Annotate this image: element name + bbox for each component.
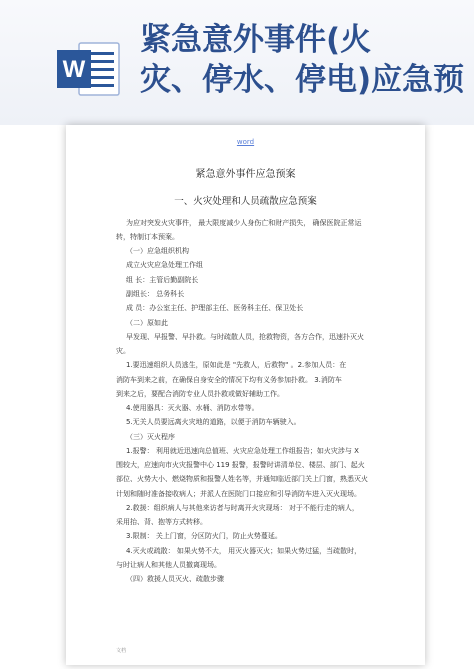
body-line: 组 长：主管后勤副院长 (126, 276, 199, 284)
body-line: （四）救援人员灭火、疏散步骤 (126, 575, 224, 583)
banner-title-line-2: 灾、停水、停电)应急预 (140, 62, 465, 98)
body-line: 4.使用器具：灭火器、水桶、消防水带等。 (126, 404, 259, 412)
body-line: 围较大，应速向市火灾报警中心 119 报警，报警时讲清单位、楼层、部门、起火 (116, 461, 365, 469)
body-line: 转，特制订本预案。 (116, 233, 179, 241)
word-icon (57, 40, 121, 98)
body-line: 成立火灾应急处理工作组 (126, 261, 203, 269)
body-line: 消防车到来之前，在确保自身安全的情况下均有义务参加扑救。 3.消防车 (116, 376, 342, 384)
body-line: 为应对突发火灾事件， 最大限度减少人身伤亡和财产损失， 确保医院正常运 (126, 219, 362, 227)
header-tag[interactable]: word (236, 138, 255, 146)
body-line: 2.救援：组织病人与其他来访者与时离开火灾现场： 对于不能行走的病人， (126, 504, 359, 512)
banner-title-line-1: 紧急意外事件(火 (140, 22, 372, 58)
body-line: （一）应急组织机构 (126, 247, 189, 255)
section-title: 一、火灾处理和人员疏散应急预案 (174, 196, 317, 207)
body-line: （三）灭火程序 (126, 433, 175, 441)
body-line: 早发现、早报警、早扑救。与时疏散人员，抢救物资，各方合作，迅速扑灭火 (126, 333, 364, 341)
page-footer: 文档 (116, 648, 127, 654)
body-line: 1.要迅速组织人员逃生，原如此是 "先救人，后救物" 。2.参加人员：在 (126, 361, 347, 369)
svg-text:W: W (62, 56, 86, 83)
document-title: 紧急意外事件应急预案 (195, 169, 296, 180)
body-line: 5.无关人员要远离火灾地的道路，以便于消防车辆驶入。 (126, 418, 301, 426)
banner (0, 0, 474, 125)
body-line: 计划和随时准备接收病人；并派人在医院门口接应和引导消防车进入灭火现场。 (116, 490, 361, 498)
body-line: 部位、火势大小、燃烧物质和报警人姓名等，并通知临近部门关上门窗，熟悉灭火 (116, 475, 368, 483)
body-line: 4.灭火或疏散： 如果火势不大， 用灭火器灭火；如果火势过猛，当疏散时， (126, 547, 362, 555)
body-line: 副组长： 总务科长 (126, 290, 185, 298)
body-line: 到来之后，要配合消防专业人员扑救或做好辅助工作。 (116, 390, 284, 398)
body-line: 灾。 (116, 347, 130, 355)
body-line: 3.限制： 关上门窗，分区防火门，防止火势蔓延。 (126, 532, 282, 540)
body-line: 成 员：办公室主任、护理部主任、医务科主任、保卫处长 (126, 304, 304, 312)
document-page (66, 125, 425, 665)
body-line: 采用抬、背、抱等方式转移。 (116, 518, 207, 526)
banner-title (140, 20, 474, 100)
body-line: 1.报警： 利用就近迅速向总值班、火灾应急处理工作组报告；如火灾涉与 X (126, 447, 359, 455)
body-line: 与时让病人和其他人员撤离现场。 (116, 561, 221, 569)
body-line: （二）原如此 (126, 319, 168, 327)
